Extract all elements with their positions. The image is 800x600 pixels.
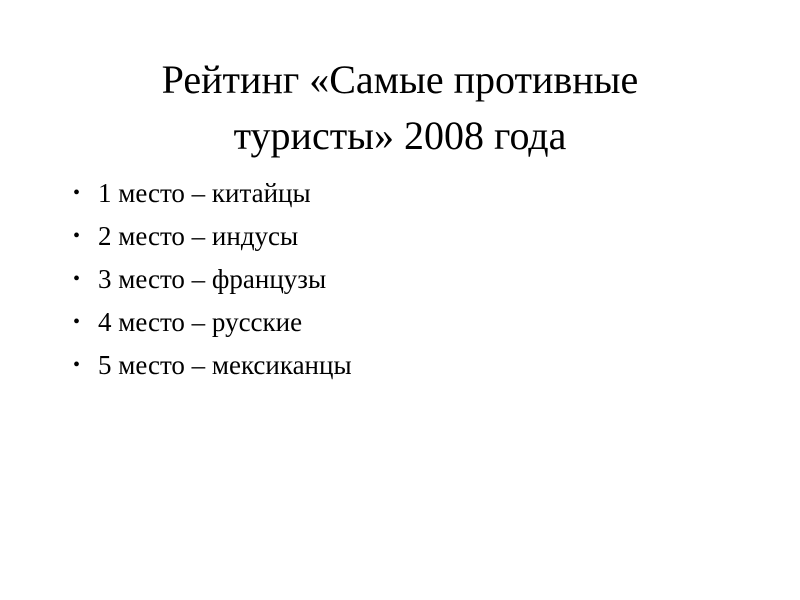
bullet-item-2 [70,215,352,258]
slide-title-line-2: туристы» 2008 года [233,113,567,158]
slide-title-line-1: Рейтинг «Самые противные [161,57,639,102]
bullet-text-4: 4 место – русские [98,307,303,337]
bullet-list [70,172,352,387]
bullet-text-1: 1 место – китайцы [98,178,311,208]
bullet-dot-icon: • [73,225,81,247]
bullet-item-5 [70,344,352,387]
slide-title [40,52,760,164]
bullet-item-1 [70,172,352,215]
bullet-item-3 [70,258,352,301]
bullet-item-4 [70,301,352,344]
bullet-dot-icon: • [73,354,81,376]
bullet-dot-icon: • [73,182,81,204]
bullet-text-2: 2 место – индусы [98,221,299,251]
bullet-dot-icon: • [73,268,81,290]
bullet-text-3: 3 место – французы [98,264,327,294]
bullet-text-5: 5 место – мексиканцы [98,350,352,380]
bullet-dot-icon: • [73,311,81,333]
